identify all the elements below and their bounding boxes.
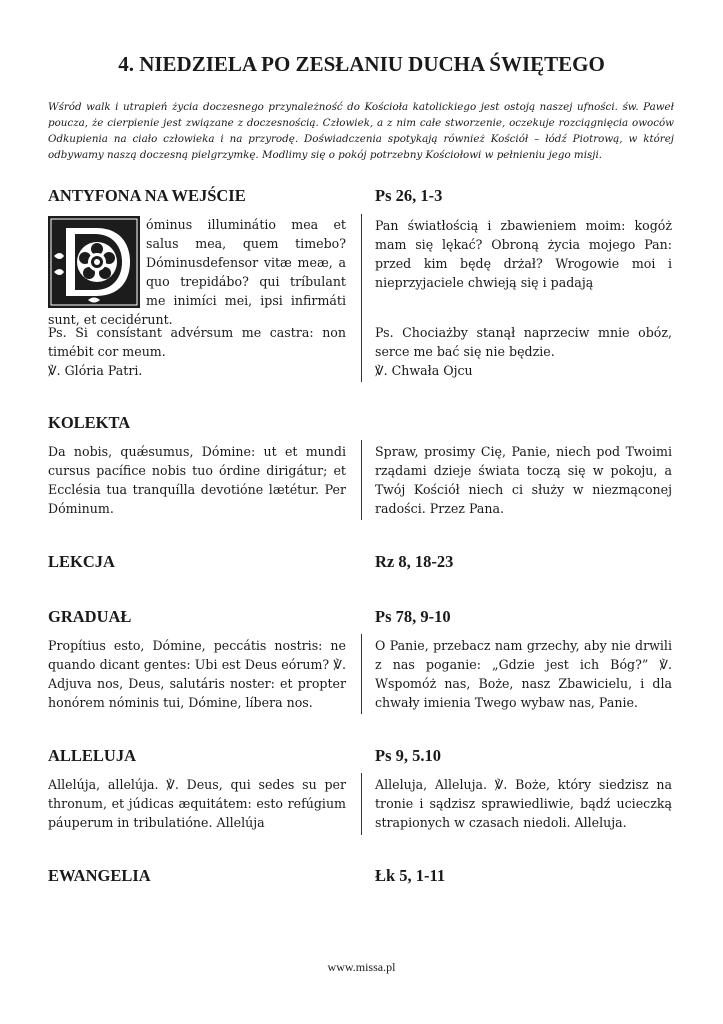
antyfona-latin-text: óminus illuminátio mea et salus mea, quem timebo? Dóminusdefensor vitæ meæ, a quo trepidábo? qui tríbulant me inimíci mei, ipsi infirmáti sunt, et cecidérunt. — [48, 217, 346, 327]
antyfona-latin — [48, 215, 346, 329]
antyfona-polish: Pan światłością i zbawieniem moim: kogóż mam się lękać? Obroną życia mojego Pan: przed kim będę drżał? Wrogowie moi i nieprzyjaciele chwieją się i padają — [375, 218, 672, 290]
ewangelia-heading: EWANGELIA — [48, 866, 151, 885]
alleluja-heading: ALLELUJA — [48, 746, 137, 765]
page-title: 4. NIEDZIELA PO ZESŁANIU DUCHA ŚWIĘTEGO — [118, 52, 605, 76]
column-divider — [361, 773, 362, 835]
kolekta-heading: KOLEKTA — [48, 413, 131, 432]
antyfona-polish-gloria: ℣. Chwała Ojcu — [375, 363, 473, 378]
alleluja-polish: Alleluja, Alleluja. ℣. Boże, który siedzisz na tronie i sądzisz sprawiedliwie, bądź ucieczką strapionych w czasach niedoli. Alleluja. — [375, 777, 672, 830]
intro-text: Wśród walk i utrapień życia doczesnego przynależność do Kościoła katolickiego jest ostoją naszej ufności. św. Paweł poucza, że cierpienie jest związane z doczesnością. Człowiek, a z nim całe stworzenie, oczekuje rozciągnięcia owoców Odkupienia na ciało człowieka i na przyrodę. Doświadczenia spotykają również Kościół – łódź Piotrową, w której odbywamy naszą doczesną pielgrzymkę. Modlimy się o pokój potrzebny Kościołowi w pełnieniu jego misji. — [48, 101, 674, 161]
lekcja-ref: Rz 8, 18-23 — [375, 552, 454, 571]
gradual-polish: O Panie, przebacz nam grzechy, aby nie drwili z nas poganie: „Gdzie jest ich Bóg?” ℣. Wspomóż nas, Boże, nasz Zbawicielu, i dla chwały imienia Twego wybaw nas, Panie. — [375, 638, 672, 710]
column-divider — [361, 214, 362, 382]
ornamental-initial-d-rose-icon — [48, 216, 140, 308]
antyfona-ref: Ps 26, 1-3 — [375, 186, 443, 205]
ewangelia-ref: Łk 5, 1-11 — [375, 866, 446, 885]
footer-url: www.missa.pl — [327, 960, 396, 974]
column-divider — [361, 440, 362, 520]
antyfona-latin-gloria: ℣. Glória Patri. — [48, 363, 143, 378]
alleluja-latin: Allelúja, allelúja. ℣. Deus, qui sedes su per thronum, et júdicas æquitátem: esto refúgium páuperum in tribulatióne. Allelúja — [48, 777, 346, 830]
kolekta-polish: Spraw, prosimy Cię, Panie, niech pod Twoimi rządami dzieje świata toczą się w pokoju, a Twój Kościół niech ci służy w niezmąconej radości. Przez Pana. — [375, 444, 672, 516]
lekcja-heading: LEKCJA — [48, 552, 115, 571]
alleluja-ref: Ps 9, 5.10 — [375, 746, 441, 765]
gradual-ref: Ps 78, 9-10 — [375, 607, 451, 626]
antyfona-heading: ANTYFONA NA WEJŚCIE — [48, 186, 246, 205]
antyfona-polish-psalm: Ps. Chociażby stanął naprzeciw mnie obóz, serce me bać się nie będzie. — [375, 325, 672, 359]
kolekta-latin: Da nobis, quǽsumus, Dómine: ut et mundi cursus pacífice nobis tuo órdine dirigátur; et Ecclésia tua tranquílla devotióne lætétur. Per Dóminum. — [48, 444, 346, 516]
gradual-heading: GRADUAŁ — [48, 607, 132, 626]
gradual-latin: Propítius esto, Dómine, peccátis nostris: ne quando dicant gentes: Ubi est Deus eórum? ℣. Adjuva nos, Deus, salutáris noster: et propter honórem nóminis tui, Dómine, líbera nos. — [48, 638, 346, 710]
antyfona-latin-psalm: Ps. Si consístant advérsum me castra: non timébit cor meum. — [48, 325, 346, 359]
column-divider — [361, 634, 362, 714]
